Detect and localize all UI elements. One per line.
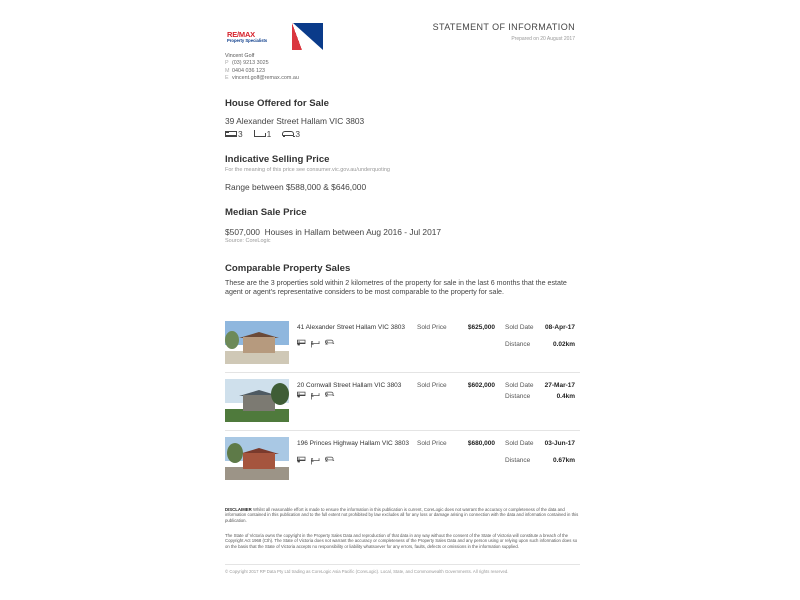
house-features	[225, 129, 311, 139]
copyright: © Copyright 2017 RP Data Pty Ltd trading as CoreLogic Asia Pacific (CoreLogic). Local, State, and Commonwealth Governments. All rights reserved.	[225, 569, 509, 574]
comparable-features	[297, 393, 339, 399]
median-line	[225, 227, 441, 237]
disclaimer-label: DISCLAIMER	[225, 507, 252, 512]
bed-count: 3	[297, 341, 301, 347]
agent-contact	[225, 53, 299, 83]
distance-label: Distance	[505, 457, 531, 464]
mobile-label: M	[225, 67, 230, 74]
sold-price-label: Sold Price	[417, 440, 447, 447]
footer-divider	[225, 564, 580, 565]
row-divider	[225, 372, 580, 373]
logo-subtext: Property Specialists	[227, 38, 268, 43]
house-address: 39 Alexander Street Hallam VIC 3803	[225, 116, 365, 126]
bath-count: 1	[311, 458, 315, 464]
sold-price: $680,000	[467, 440, 495, 447]
distance-value: 0.02km	[552, 341, 575, 348]
sold-date-label: Sold Date	[505, 324, 534, 331]
prepared-date: Prepared on 20 August 2017	[511, 36, 575, 42]
property-photo	[225, 321, 289, 364]
distance-label: Distance	[505, 393, 531, 400]
phone-label: P	[225, 60, 229, 67]
distance-value: 0.4km	[556, 393, 575, 400]
car-icon	[282, 131, 292, 137]
comparables-intro: These are the 3 properties sold within 2 kilometres of the property for sale in the last 6 months that the estate agent or agent's representative considers to be most comparable to the property for sale.	[225, 279, 567, 296]
email-label: E	[225, 75, 229, 82]
logo-blue-triangle	[293, 23, 323, 50]
median-source: Source: CoreLogic	[225, 238, 271, 244]
house-heading: House Offered for Sale	[225, 98, 329, 109]
agent-email[interactable]: vincent.golf@remax.com.au	[232, 75, 299, 82]
distance-value: 0.67km	[552, 457, 575, 464]
disclaimer	[225, 507, 580, 523]
sold-date: 27-Mar-17	[544, 382, 575, 389]
comparable-item	[225, 321, 580, 373]
sold-date: 03-Jun-17	[544, 440, 575, 447]
car-count: 2	[325, 393, 329, 399]
price-note: For the meaning of this price see consumer.vic.gov.au/underquoting	[225, 167, 390, 173]
comparable-item	[225, 379, 580, 431]
row-divider	[225, 430, 580, 431]
agent-phone[interactable]: (03) 9213 3025	[232, 60, 269, 67]
comparable-item	[225, 437, 580, 489]
bath-icon	[254, 131, 264, 137]
sold-price-label: Sold Price	[417, 382, 447, 389]
document-title: STATEMENT OF INFORMATION	[432, 22, 575, 32]
bed-count: 3	[238, 129, 243, 139]
sold-date-label: Sold Date	[505, 440, 534, 447]
sold-price: $625,000	[467, 324, 495, 331]
sold-date-label: Sold Date	[505, 382, 534, 389]
median-value: $507,000	[225, 227, 260, 237]
bed-icon	[225, 131, 235, 137]
sold-price-label: Sold Price	[417, 324, 447, 331]
property-photo	[225, 437, 289, 480]
sold-date: 08-Apr-17	[545, 324, 575, 331]
comparables-heading: Comparable Property Sales	[225, 263, 351, 274]
bath-count: 1	[266, 129, 272, 139]
state-copyright-notice: The State of Victoria owns the copyright in the Property Sales Data and reproduction of that data in any way without the consent of the State of Victoria will constitute a breach of the Copyright Act 1968 (Cth). The State of Victoria does not warrant the accuracy or completeness of the Property Sales Data and any person using or relying upon such information does so on the basis that the State of Victoria accepts no responsibility or liability whatsoever for any errors, faults, defects or omissions in the information supplied.	[225, 533, 578, 549]
agent-name: Vincent Golf	[225, 53, 255, 59]
car-count: 3	[295, 129, 301, 139]
car-count: 2	[325, 341, 329, 347]
disclaimer-text: Whilst all reasonable effort is made to ensure the information in this publication is current, CoreLogic does not warrant the accuracy or completeness of the data and information contained in this publication and to the full extent not prohibited by law excludes all for any loss or damage arising in connection with the data and information contained in this publication.	[225, 507, 579, 523]
bath-count: 1	[311, 341, 315, 347]
bath-count: 1	[311, 393, 315, 399]
remax-logo	[225, 23, 323, 50]
comparable-features	[297, 341, 339, 347]
comparable-address: 20 Cornwall Street Hallam VIC 3803	[297, 382, 402, 389]
comparable-address: 41 Alexander Street Hallam VIC 3803	[297, 324, 406, 331]
sold-price: $602,000	[467, 382, 495, 389]
distance-label: Distance	[505, 341, 531, 348]
comparable-address: 196 Princes Highway Hallam VIC 3803	[297, 440, 409, 447]
price-heading: Indicative Selling Price	[225, 154, 330, 165]
logo-text: RE/MAX	[227, 30, 255, 39]
agent-mobile[interactable]: 0404 036 123	[232, 67, 265, 74]
car-count: 2	[325, 458, 329, 464]
bed-count: 3	[297, 393, 301, 399]
price-range: Range between $588,000 & $646,000	[225, 182, 367, 192]
comparable-features	[297, 458, 339, 464]
bed-count: 3	[297, 458, 301, 464]
median-heading: Median Sale Price	[225, 207, 307, 218]
property-photo	[225, 379, 289, 422]
median-text: Houses in Hallam between Aug 2016 - Jul 2017	[264, 227, 442, 237]
